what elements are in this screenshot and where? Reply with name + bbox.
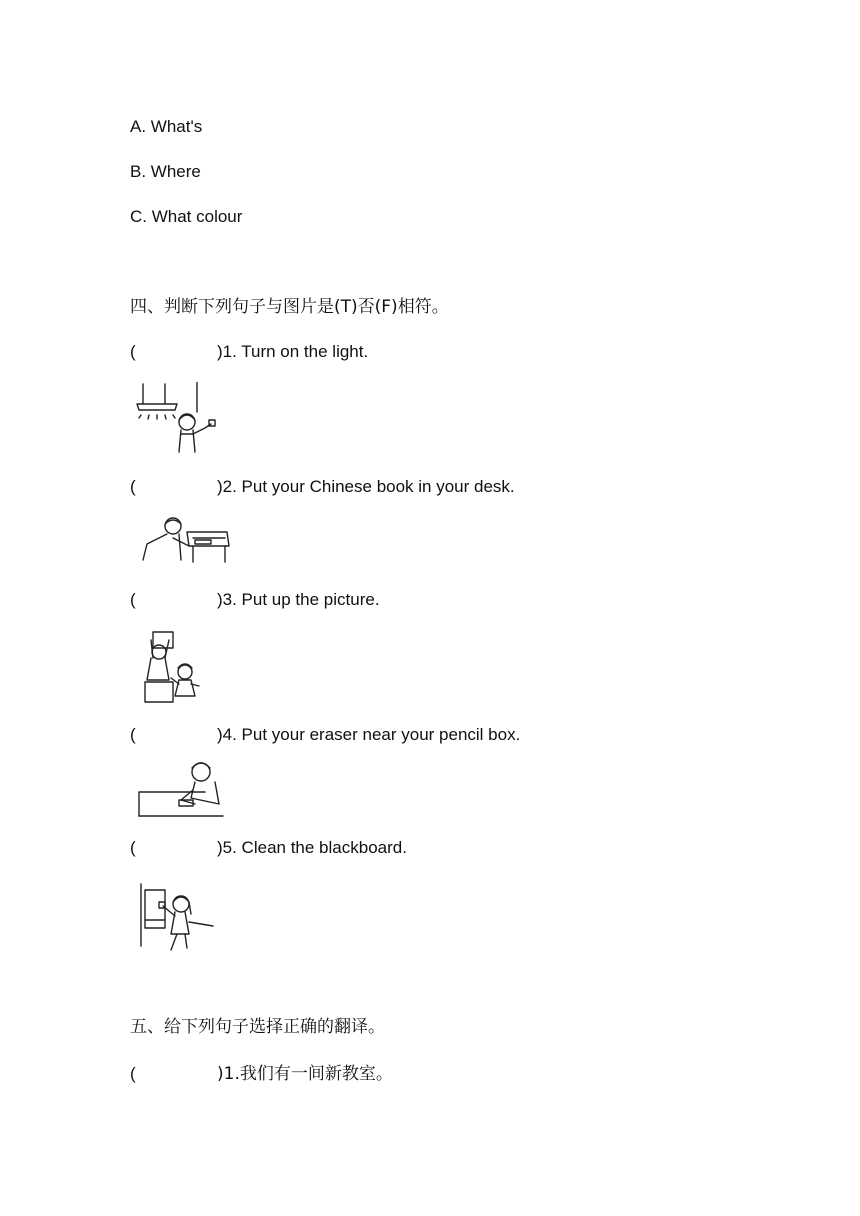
question-text: )1. Turn on the light.: [217, 342, 369, 361]
children-putting-up-picture-picture: [135, 630, 205, 704]
answer-blank-open[interactable]: (: [130, 838, 136, 857]
answer-blank-open[interactable]: (: [130, 725, 136, 744]
question-text: )4. Put your eraser near your pencil box.: [217, 725, 521, 744]
option-b: B. Where: [130, 162, 201, 181]
answer-blank-open[interactable]: (: [130, 1064, 136, 1083]
option-c: C. What colour: [130, 207, 243, 226]
section-5-heading: 五、给下列句子选择正确的翻译。: [130, 1017, 385, 1037]
question-text: )5. Clean the blackboard.: [217, 838, 407, 857]
girl-cleaning-blackboard-picture: [135, 880, 217, 954]
answer-blank-open[interactable]: (: [130, 477, 136, 496]
boy-turning-on-light-picture: [135, 382, 225, 454]
option-a: A. What's: [130, 117, 203, 136]
answer-blank-open[interactable]: (: [130, 590, 136, 609]
boy-putting-book-in-desk-picture: [135, 514, 235, 566]
section-4-heading: 四、判断下列句子与图片是(T)否(F)相符。: [130, 297, 449, 317]
question-text: )2. Put your Chinese book in your desk.: [217, 477, 515, 496]
question-text: )1.我们有一间新教室。: [217, 1064, 393, 1084]
answer-blank-open[interactable]: (: [130, 342, 136, 361]
question-text: )3. Put up the picture.: [217, 590, 380, 609]
child-with-eraser-on-desk-picture: [135, 758, 230, 820]
